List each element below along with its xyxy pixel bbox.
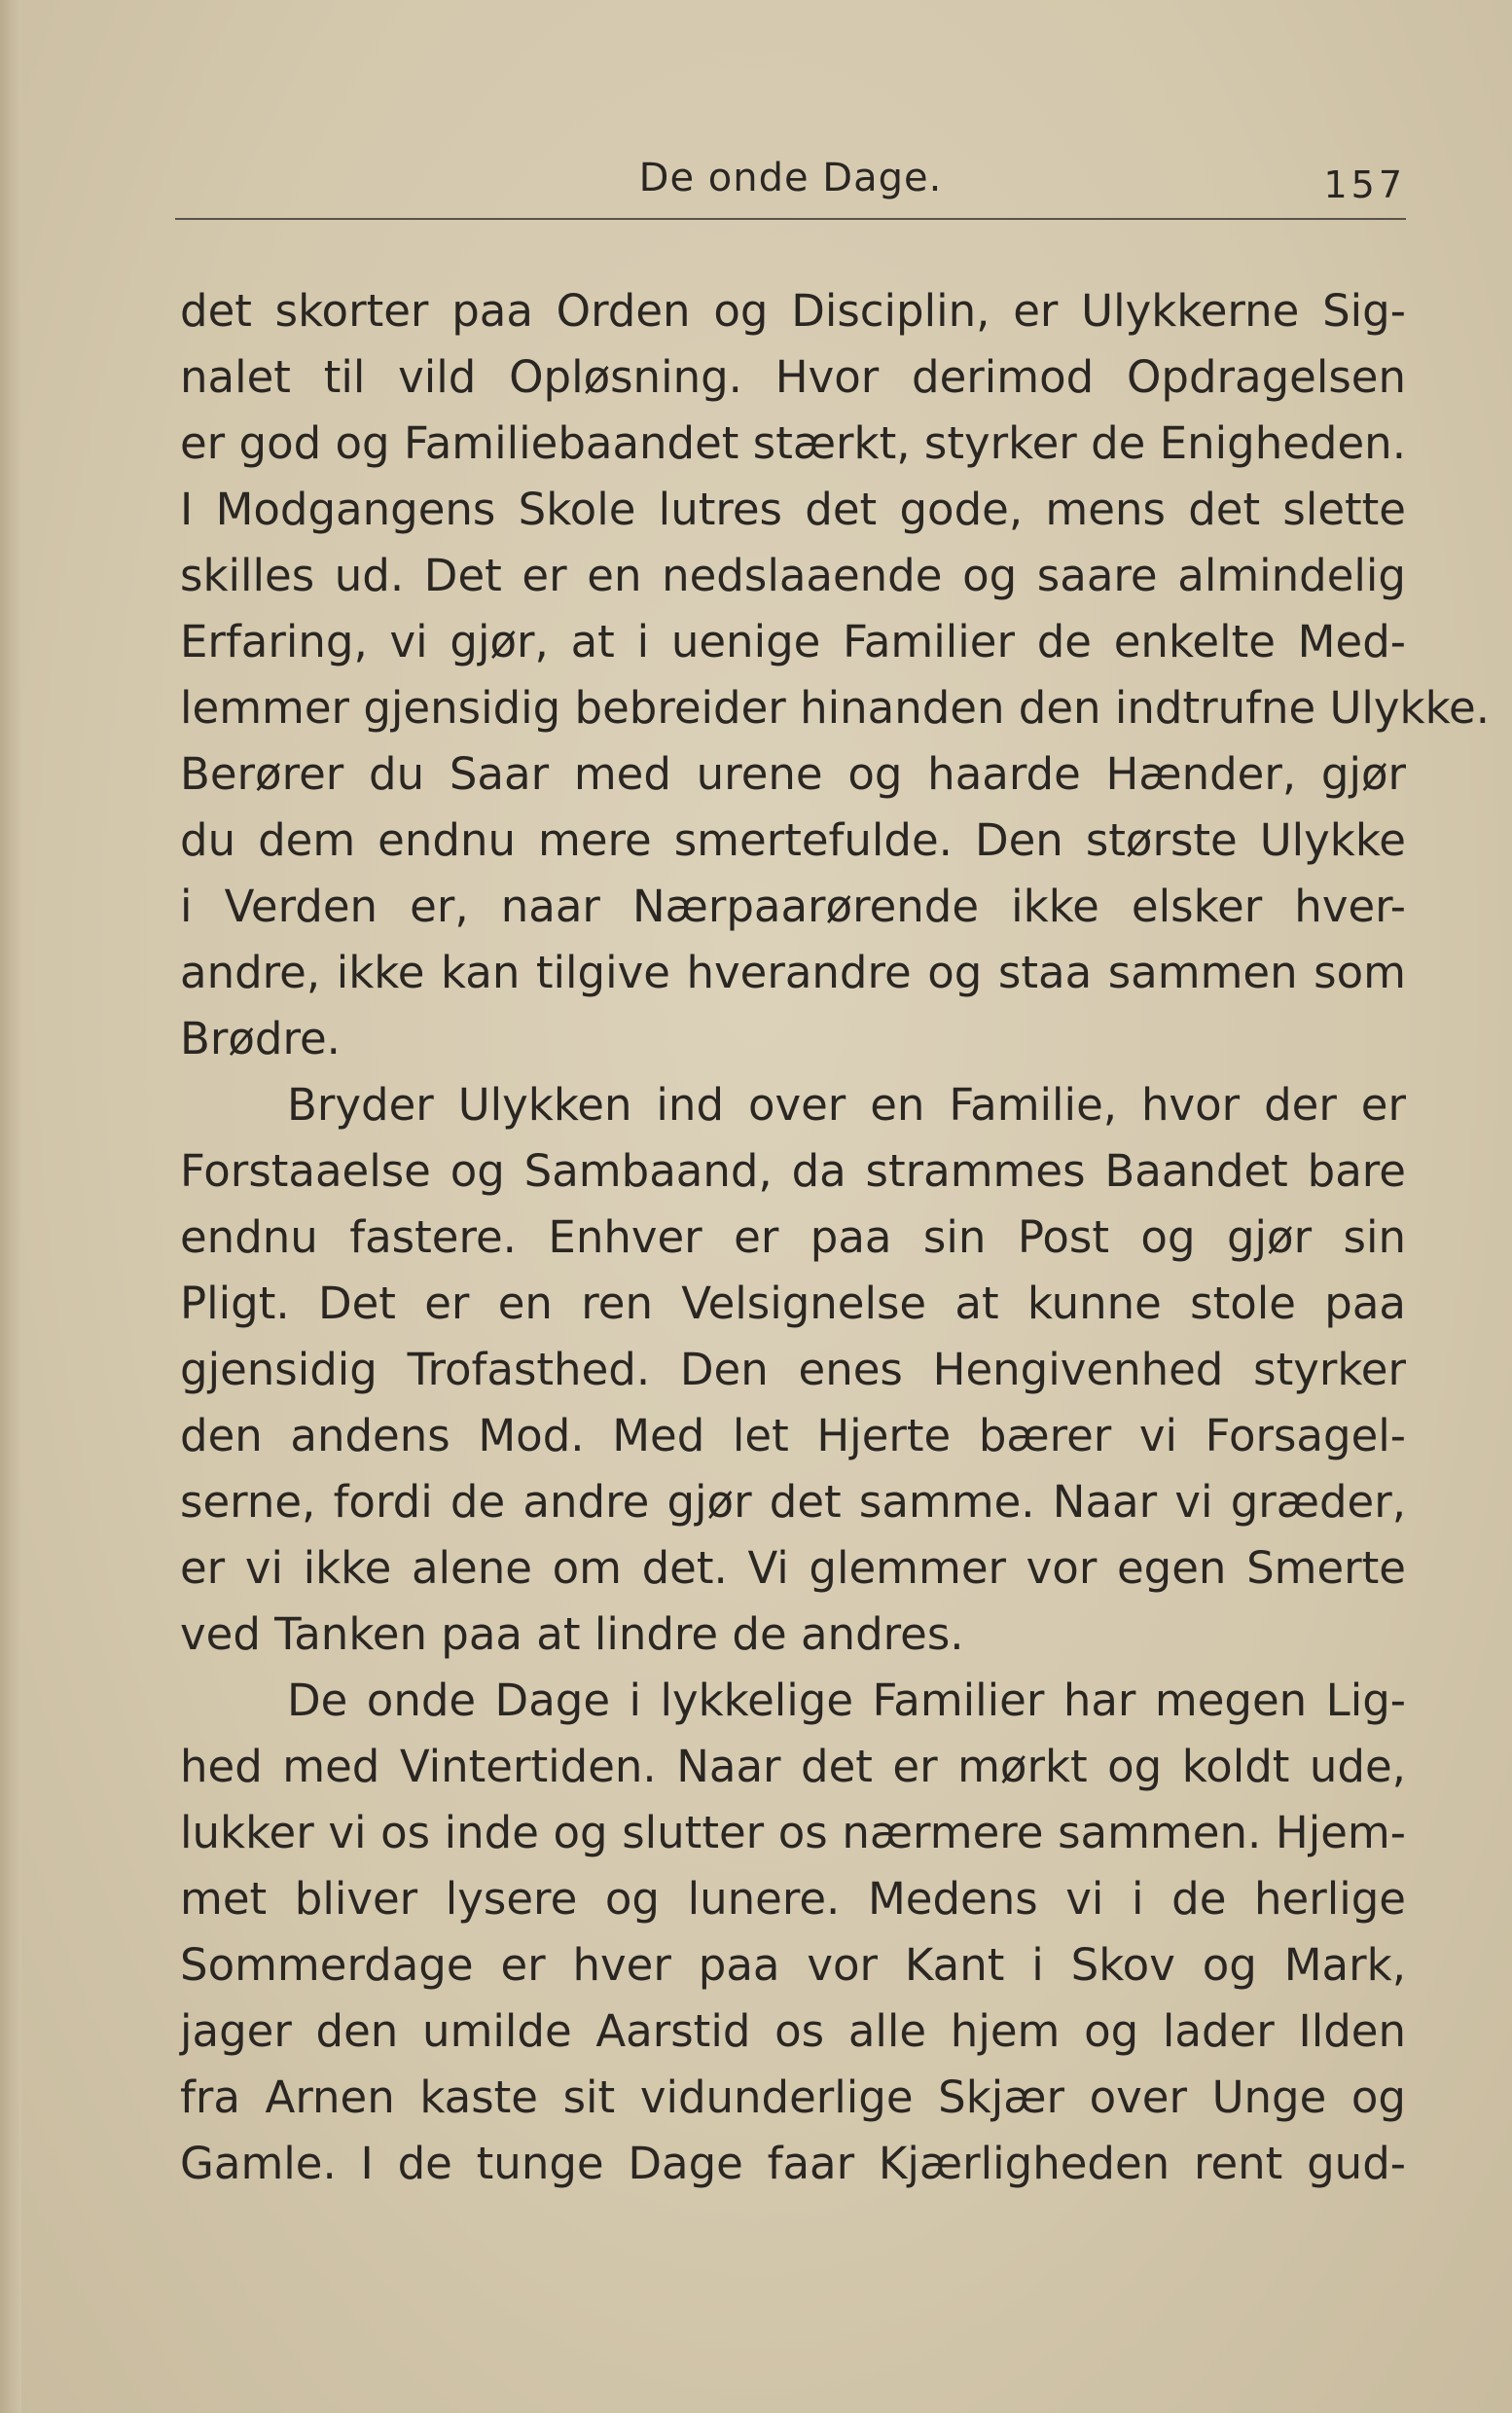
text-line: Erfaring, vi gjør, at i uenige Familier de enkelte Med- <box>180 616 1406 667</box>
text-line: lukker vi os inde og slutter os nærmere sammen. Hjem- <box>180 1807 1406 1858</box>
text-line: endnu fastere. Enhver er paa sin Post og gjør sin <box>180 1211 1406 1263</box>
text-line: du dem endnu mere smertefulde. Den største Ulykke <box>180 814 1406 866</box>
text-line: i Verden er, naar Nærpaarørende ikke elsker hver- <box>180 881 1406 932</box>
header-rule <box>175 218 1406 220</box>
text-line: Pligt. Det er en ren Velsignelse at kunne stole paa <box>180 1278 1406 1329</box>
text-line: De onde Dage i lykkelige Familier har megen Lig- <box>287 1675 1406 1726</box>
text-line: er god og Familiebaandet stærkt, styrker de Enigheden. <box>180 417 1406 469</box>
text-line: serne, fordi de andre gjør det samme. Naar vi græder, <box>180 1476 1406 1528</box>
text-line: Brødre. <box>180 1013 341 1064</box>
text-line: skilles ud. Det er en nedslaaende og saare almindelig <box>180 550 1406 601</box>
text-line: det skorter paa Orden og Disciplin, er Ulykkerne Sig- <box>180 285 1406 337</box>
text-line: ved Tanken paa at lindre de andres. <box>180 1608 964 1660</box>
page-spine-edge <box>0 0 21 2413</box>
text-line: fra Arnen kaste sit vidunderlige Skjær over Unge og <box>180 2071 1406 2123</box>
running-title: De onde Dage. <box>638 156 943 200</box>
text-line: Berører du Saar med urene og haarde Hænder, gjør <box>180 748 1406 800</box>
text-line: nalet til vild Opløsning. Hvor derimod Opdragelsen <box>180 351 1406 403</box>
text-line: I Modgangens Skole lutres det gode, mens det slette <box>180 484 1406 535</box>
body-text <box>180 278 1491 2197</box>
text-line: andre, ikke kan tilgive hverandre og staa sammen som <box>180 947 1406 998</box>
text-line: er vi ikke alene om det. Vi glemmer vor egen Smerte <box>180 1542 1406 1594</box>
text-line: met bliver lysere og lunere. Medens vi i de herlige <box>180 1873 1406 1925</box>
text-line: lemmer gjensidig bebreider hinanden den indtrufne Ulykke. <box>180 682 1491 734</box>
text-line: gjensidig Trofasthed. Den enes Hengivenhed styrker <box>180 1344 1406 1395</box>
text-line: jager den umilde Aarstid os alle hjem og lader Ilden <box>180 2005 1406 2057</box>
text-line: Forstaaelse og Sambaand, da strammes Baandet bare <box>180 1145 1406 1197</box>
text-line: Sommerdage er hver paa vor Kant i Skov og Mark, <box>180 1939 1406 1991</box>
text-line: Gamle. I de tunge Dage faar Kjærligheden rent gud- <box>180 2138 1406 2189</box>
text-line: hed med Vintertiden. Naar det er mørkt og koldt ude, <box>180 1741 1406 1792</box>
running-head <box>175 156 1406 222</box>
text-line: Bryder Ulykken ind over en Familie, hvor der er <box>287 1079 1406 1131</box>
text-line: den andens Mod. Med let Hjerte bærer vi Forsagel- <box>180 1410 1406 1461</box>
page-number: 157 <box>1323 163 1406 206</box>
